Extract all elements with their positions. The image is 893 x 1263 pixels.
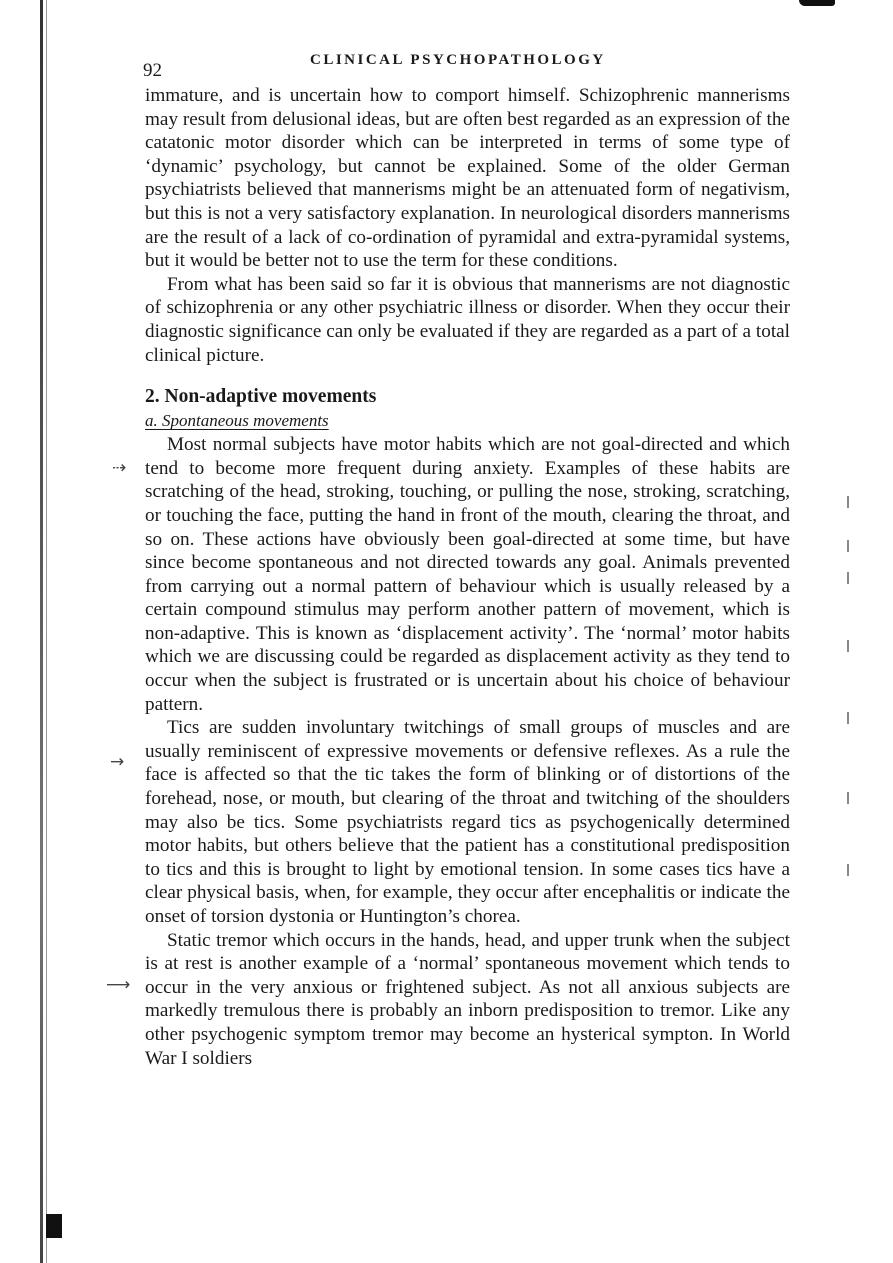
section-heading: 2. Non-adaptive movements (145, 386, 377, 408)
margin-tick (847, 792, 849, 804)
margin-arrow-icon: → (110, 752, 125, 772)
margin-arrow-icon: ⟶ (106, 975, 131, 995)
subsection-heading (145, 409, 790, 433)
paragraph-diagnostic: From what has been said so far it is obvious that mannerisms are not diagnostic of schizophrenia or any other psychiatric illness or disorder. When they occur their diagnostic significance can only be evaluated if they are regarded as a part of a total clinical picture. (145, 273, 790, 366)
book-binding-edge (40, 0, 43, 1263)
margin-tick (847, 712, 849, 724)
margin-tick (847, 572, 849, 584)
page-number: 92 (143, 60, 162, 81)
scan-shadow-top (799, 0, 835, 6)
margin-arrow-icon: ⇢ (112, 458, 127, 478)
paragraph-static-tremor: Static tremor which occurs in the hands, head, and upper trunk when the subject is at rest is another example of a ‘normal’ spontaneous movement which tends to occur in the very anxious or frightened subject. As not all anxious subjects are markedly tremulous there is probably an inborn predisposition to tremor. Like any other psychogenic symptom tremor may become an hysterical sympton. In World War I soldiers (145, 929, 790, 1069)
running-title: CLINICAL PSYCHOPATHOLOGY (310, 52, 606, 68)
subsection-heading-text: a. Spontaneous movements (145, 411, 329, 431)
running-head (145, 48, 790, 84)
book-page (145, 48, 790, 1070)
paragraph-mannerisms: immature, and is uncertain how to comport himself. Schizophrenic mannerisms may result from delusional ideas, but are often best regarded as an expression of the catatonic motor disorder which can be interpreted in terms of some type of ‘dynamic’ psychology, but cannot be explained. Some of the older German psychiatrists believed that mannerisms might be an attenuated form of negativism, but this is not a very satisfactory explanation. In neurological disorders mannerisms are the result of a lack of co-ordination of pyramidal and extra-pyramidal systems, but it would be better not to use the term for these conditions. (145, 85, 790, 272)
margin-tick (847, 640, 849, 652)
paragraph-tics: Tics are sudden involuntary twitchings of small groups of muscles and are usually reminiscent of expressive movements or defensive reflexes. As a rule the face is affected so that the tic takes the form of blinking or of distortions of the forehead, nose, or mouth, but clearing of the throat and twitching of the shoulders may also be tics. Some psychiatrists regard tics as psychogenically determined motor habits, but others believe that the patient has a constitutional predisposition to tics and this is brought to light by emotional tension. In some cases tics have a clear physical basis, when, for example, they occur after encephalitis or indicate the onset of torsion dystonia or Huntington’s chorea. (145, 717, 790, 927)
paragraph-motor-habits: Most normal subjects have motor habits which are not goal-directed and which tend to become more frequent during anxiety. Examples of these habits are scratching of the head, stroking, touching, or pulling the nose, stroking, scratching, or touching the face, putting the hand in front of the mouth, clearing the throat, and so on. These actions have obviously been goal-directed at some time, but have since become spontaneous and not directed towards any goal. Animals prevented from carrying out a normal pattern of behaviour which is usually released by a certain compound stimulus may perform another pattern of movement, which is non-adaptive. This is known as ‘displacement activity’. The ‘normal’ motor habits which we are discussing could be regarded as displacement activity as they tend to occur when the subject is frustrated or is uncertain about his choice of behaviour pattern. (145, 434, 790, 715)
scan-shadow-bottom (46, 1214, 62, 1238)
book-binding-line (46, 0, 47, 1263)
margin-tick (847, 864, 849, 876)
margin-tick (847, 496, 849, 508)
margin-tick (847, 540, 849, 552)
